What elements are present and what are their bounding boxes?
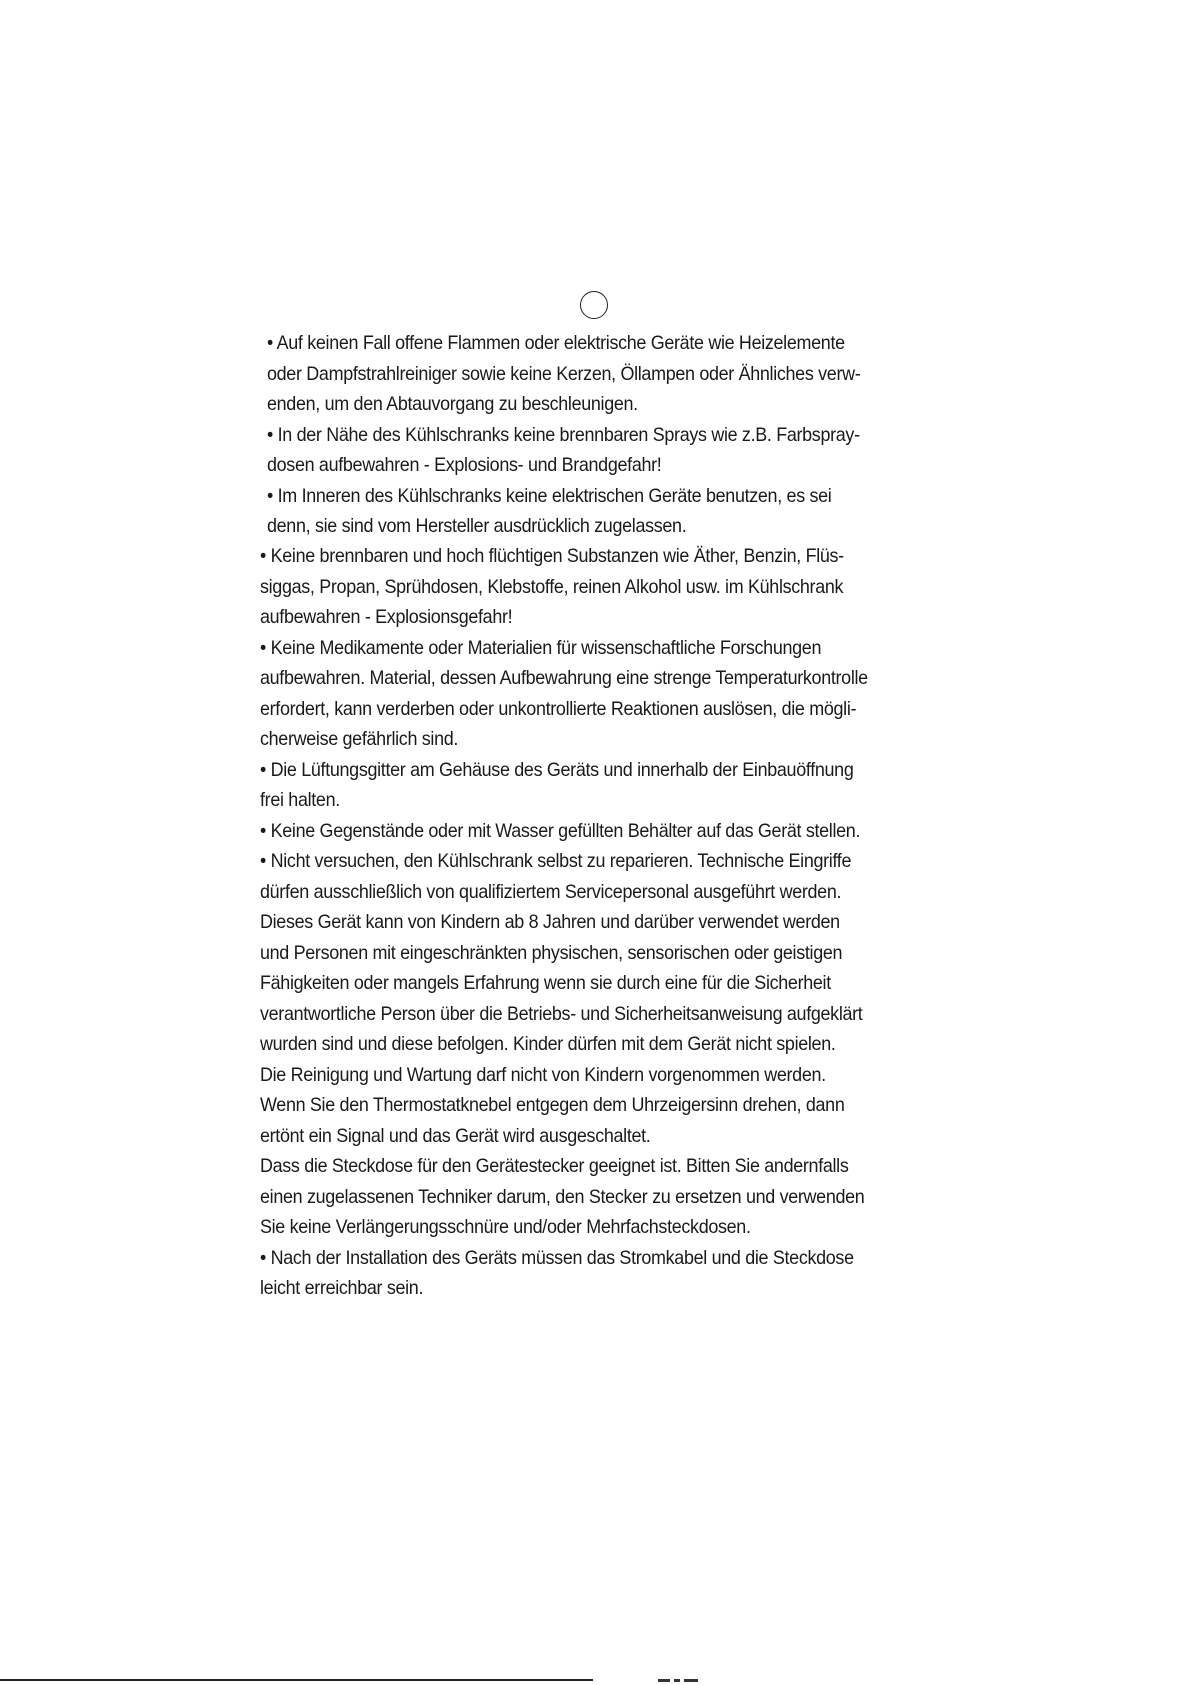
text-line: frei halten.: [260, 789, 340, 811]
text-line: enden, um den Abtauvorgang zu beschleunigen.: [267, 393, 638, 415]
footer-cropped-mark: [656, 1679, 701, 1685]
text-line: cherweise gefährlich sind.: [260, 728, 459, 750]
text-line: • Nach der Installation des Geräts müssen das Stromkabel und die Steckdose: [260, 1246, 854, 1269]
text-line: • Keine brennbaren und hoch flüchtigen Substanzen wie Äther, Benzin, Flüs-: [260, 545, 844, 567]
text-line: siggas, Propan, Sprühdosen, Klebstoffe, reinen Alkohol usw. im Kühlschrank: [260, 575, 844, 598]
text-line: Sie keine Verlängerungsschnüre und/oder Mehrfachsteckdosen.: [260, 1216, 751, 1238]
indented-safety-block: [267, 328, 860, 542]
text-line: verantwortliche Person über die Betriebs- und Sicherheitsanweisung aufgeklärt: [260, 1002, 863, 1025]
text-line: dürfen ausschließlich von qualifiziertem Servicepersonal ausgeführt werden.: [260, 880, 842, 903]
text-line: oder Dampfstrahlreiniger sowie keine Kerzen, Öllampen oder Ähnliches verw-: [267, 362, 861, 385]
text-line: erfordert, kann verderben oder unkontrollierte Reaktionen auslösen, die mögli-: [260, 697, 857, 720]
circle-marker: [580, 291, 608, 319]
text-line: einen zugelassenen Techniker darum, den Stecker zu ersetzen und verwenden: [260, 1185, 865, 1208]
text-line: • In der Nähe des Kühlschranks keine brennbaren Sprays wie z.B. Farbspray-: [267, 423, 860, 446]
text-line: wurden sind und diese befolgen. Kinder dürfen mit dem Gerät nicht spielen.: [260, 1033, 836, 1055]
text-line: aufbewahren - Explosionsgefahr!: [260, 606, 513, 628]
text-line: Die Reinigung und Wartung darf nicht von Kindern vorgenommen werden.: [260, 1063, 826, 1086]
text-line: denn, sie sind vom Hersteller ausdrücklich zugelassen.: [267, 515, 687, 537]
text-line: • Auf keinen Fall offene Flammen oder elektrische Geräte wie Heizelemente: [267, 332, 845, 354]
main-safety-block: [260, 541, 868, 1304]
text-line: • Die Lüftungsgitter am Gehäuse des Geräts und innerhalb der Einbauöffnung: [260, 758, 854, 781]
text-line: und Personen mit eingeschränkten physischen, sensorischen oder geistigen: [260, 941, 843, 964]
text-line: Wenn Sie den Thermostatknebel entgegen dem Uhrzeigersinn drehen, dann: [260, 1094, 845, 1116]
text-line: • Keine Medikamente oder Materialien für wissenschaftliche Forschungen: [260, 636, 822, 659]
text-line: Dieses Gerät kann von Kindern ab 8 Jahren und darüber verwendet werden: [260, 911, 840, 933]
text-line: • Nicht versuchen, den Kühlschrank selbst zu reparieren. Technische Eingriffe: [260, 850, 852, 872]
footer-rule: [0, 1679, 593, 1681]
text-line: leicht erreichbar sein.: [260, 1277, 424, 1299]
text-line: aufbewahren. Material, dessen Aufbewahrung eine strenge Temperaturkontrolle: [260, 667, 868, 689]
text-line: Dass die Steckdose für den Gerätestecker geeignet ist. Bitten Sie andernfalls: [260, 1155, 849, 1177]
text-line: Fähigkeiten oder mangels Erfahrung wenn sie durch eine für die Sicherheit: [260, 972, 831, 994]
text-line: • Keine Gegenstände oder mit Wasser gefüllten Behälter auf das Gerät stellen.: [260, 819, 861, 842]
text-line: ertönt ein Signal und das Gerät wird ausgeschaltet.: [260, 1124, 651, 1147]
text-line: dosen aufbewahren - Explosions- und Brandgefahr!: [267, 454, 662, 476]
text-line: • Im Inneren des Kühlschranks keine elektrischen Geräte benutzen, es sei: [267, 484, 832, 507]
